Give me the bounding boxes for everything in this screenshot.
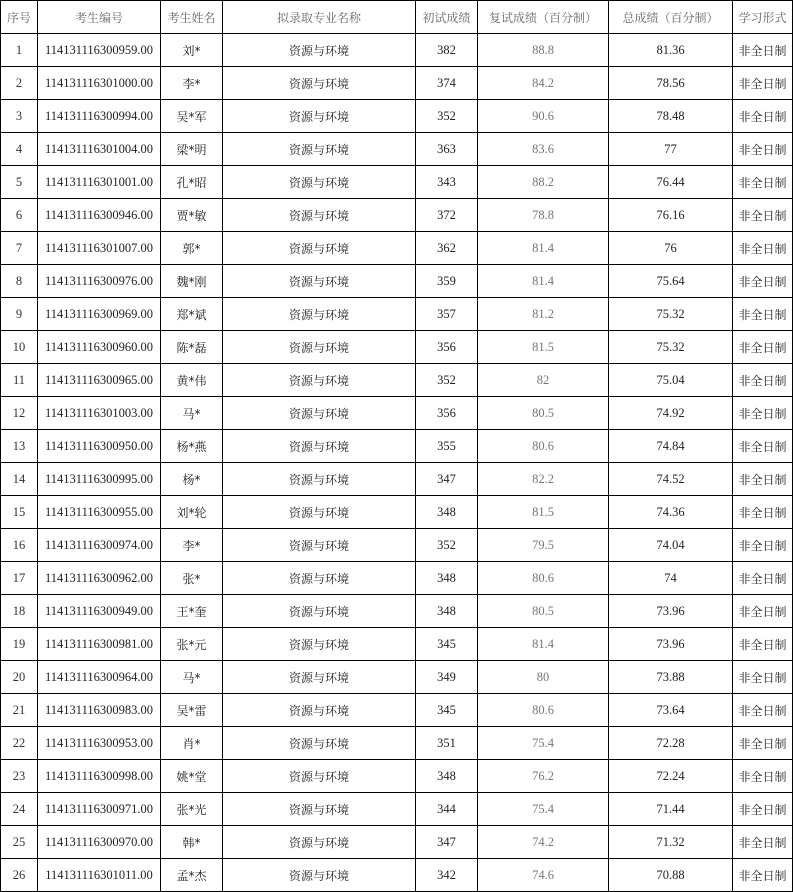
cell-study-mode: 非全日制 [733, 826, 793, 859]
cell-total-score: 81.36 [609, 34, 733, 67]
cell-retest-score: 81.4 [478, 265, 609, 298]
cell-retest-score: 84.2 [478, 67, 609, 100]
cell-retest-score: 80 [478, 661, 609, 694]
cell-study-mode: 非全日制 [733, 166, 793, 199]
cell-major-name: 资源与环境 [223, 34, 416, 67]
table-row [1, 331, 793, 364]
cell-study-mode: 非全日制 [733, 298, 793, 331]
cell-serial-number: 1 [1, 34, 38, 67]
cell-candidate-name: 陈*磊 [161, 331, 223, 364]
cell-major-name: 资源与环境 [223, 595, 416, 628]
cell-retest-score: 81.4 [478, 628, 609, 661]
header-retest-score: 复试成绩（百分制） [478, 1, 609, 34]
cell-initial-score: 342 [416, 859, 478, 892]
cell-initial-score: 356 [416, 397, 478, 430]
table-row [1, 166, 793, 199]
cell-study-mode: 非全日制 [733, 760, 793, 793]
cell-total-score: 73.88 [609, 661, 733, 694]
table-row [1, 793, 793, 826]
cell-serial-number: 5 [1, 166, 38, 199]
cell-total-score: 71.32 [609, 826, 733, 859]
table-row [1, 430, 793, 463]
cell-total-score: 76.16 [609, 199, 733, 232]
cell-study-mode: 非全日制 [733, 430, 793, 463]
cell-initial-score: 363 [416, 133, 478, 166]
table-row [1, 463, 793, 496]
cell-major-name: 资源与环境 [223, 67, 416, 100]
table-row [1, 199, 793, 232]
cell-study-mode: 非全日制 [733, 859, 793, 892]
cell-total-score: 74.36 [609, 496, 733, 529]
cell-candidate-id: 114131116300998.00 [38, 760, 161, 793]
cell-serial-number: 11 [1, 364, 38, 397]
cell-major-name: 资源与环境 [223, 661, 416, 694]
table-row [1, 562, 793, 595]
table-row [1, 265, 793, 298]
cell-candidate-name: 贾*敏 [161, 199, 223, 232]
cell-initial-score: 343 [416, 166, 478, 199]
cell-retest-score: 76.2 [478, 760, 609, 793]
cell-serial-number: 21 [1, 694, 38, 727]
cell-initial-score: 345 [416, 694, 478, 727]
cell-candidate-name: 马* [161, 661, 223, 694]
cell-candidate-name: 梁*明 [161, 133, 223, 166]
cell-serial-number: 18 [1, 595, 38, 628]
cell-serial-number: 14 [1, 463, 38, 496]
cell-candidate-id: 114131116301000.00 [38, 67, 161, 100]
table-header [1, 1, 793, 34]
cell-serial-number: 10 [1, 331, 38, 364]
table-row [1, 496, 793, 529]
cell-candidate-name: 郭* [161, 232, 223, 265]
cell-retest-score: 80.6 [478, 430, 609, 463]
header-study-mode: 学习形式 [733, 1, 793, 34]
cell-retest-score: 74.6 [478, 859, 609, 892]
cell-candidate-name: 刘* [161, 34, 223, 67]
cell-total-score: 75.32 [609, 331, 733, 364]
cell-candidate-name: 张*元 [161, 628, 223, 661]
cell-candidate-name: 吴*军 [161, 100, 223, 133]
cell-retest-score: 74.2 [478, 826, 609, 859]
cell-candidate-name: 姚*堂 [161, 760, 223, 793]
cell-candidate-id: 114131116300965.00 [38, 364, 161, 397]
cell-study-mode: 非全日制 [733, 694, 793, 727]
cell-total-score: 71.44 [609, 793, 733, 826]
cell-study-mode: 非全日制 [733, 793, 793, 826]
cell-initial-score: 344 [416, 793, 478, 826]
cell-candidate-id: 114131116301007.00 [38, 232, 161, 265]
cell-study-mode: 非全日制 [733, 496, 793, 529]
cell-major-name: 资源与环境 [223, 760, 416, 793]
cell-candidate-id: 114131116300974.00 [38, 529, 161, 562]
cell-study-mode: 非全日制 [733, 265, 793, 298]
cell-candidate-id: 114131116300971.00 [38, 793, 161, 826]
table-row [1, 727, 793, 760]
cell-study-mode: 非全日制 [733, 595, 793, 628]
cell-total-score: 78.56 [609, 67, 733, 100]
cell-serial-number: 15 [1, 496, 38, 529]
cell-candidate-id: 114131116300949.00 [38, 595, 161, 628]
cell-candidate-id: 114131116300995.00 [38, 463, 161, 496]
cell-serial-number: 7 [1, 232, 38, 265]
cell-candidate-id: 114131116300955.00 [38, 496, 161, 529]
cell-candidate-name: 肖* [161, 727, 223, 760]
table-row [1, 364, 793, 397]
cell-serial-number: 8 [1, 265, 38, 298]
cell-total-score: 74.04 [609, 529, 733, 562]
cell-major-name: 资源与环境 [223, 331, 416, 364]
cell-candidate-name: 李* [161, 67, 223, 100]
cell-serial-number: 13 [1, 430, 38, 463]
cell-total-score: 74.84 [609, 430, 733, 463]
table-row [1, 628, 793, 661]
cell-candidate-name: 孟*杰 [161, 859, 223, 892]
cell-initial-score: 345 [416, 628, 478, 661]
cell-initial-score: 372 [416, 199, 478, 232]
cell-retest-score: 81.5 [478, 331, 609, 364]
cell-retest-score: 80.6 [478, 694, 609, 727]
cell-candidate-name: 王*奎 [161, 595, 223, 628]
header-total-score: 总成绩（百分制） [609, 1, 733, 34]
cell-major-name: 资源与环境 [223, 430, 416, 463]
table-body [1, 34, 793, 892]
cell-serial-number: 12 [1, 397, 38, 430]
cell-total-score: 76.44 [609, 166, 733, 199]
cell-candidate-name: 吴*雷 [161, 694, 223, 727]
cell-candidate-name: 魏*刚 [161, 265, 223, 298]
cell-total-score: 74.92 [609, 397, 733, 430]
cell-retest-score: 81.4 [478, 232, 609, 265]
cell-initial-score: 374 [416, 67, 478, 100]
table-row [1, 100, 793, 133]
cell-initial-score: 352 [416, 364, 478, 397]
cell-major-name: 资源与环境 [223, 298, 416, 331]
cell-total-score: 75.64 [609, 265, 733, 298]
cell-serial-number: 16 [1, 529, 38, 562]
cell-serial-number: 19 [1, 628, 38, 661]
cell-total-score: 73.96 [609, 595, 733, 628]
cell-serial-number: 24 [1, 793, 38, 826]
cell-retest-score: 88.2 [478, 166, 609, 199]
cell-retest-score: 81.2 [478, 298, 609, 331]
cell-candidate-id: 114131116301001.00 [38, 166, 161, 199]
cell-major-name: 资源与环境 [223, 265, 416, 298]
table-row [1, 859, 793, 892]
cell-initial-score: 359 [416, 265, 478, 298]
cell-candidate-name: 郑*斌 [161, 298, 223, 331]
cell-major-name: 资源与环境 [223, 133, 416, 166]
cell-study-mode: 非全日制 [733, 562, 793, 595]
table-row [1, 595, 793, 628]
cell-initial-score: 362 [416, 232, 478, 265]
cell-major-name: 资源与环境 [223, 562, 416, 595]
header-major-name: 拟录取专业名称 [223, 1, 416, 34]
cell-candidate-id: 114131116300946.00 [38, 199, 161, 232]
cell-retest-score: 79.5 [478, 529, 609, 562]
header-row [1, 1, 793, 34]
cell-serial-number: 3 [1, 100, 38, 133]
cell-major-name: 资源与环境 [223, 727, 416, 760]
cell-major-name: 资源与环境 [223, 694, 416, 727]
cell-candidate-id: 114131116300970.00 [38, 826, 161, 859]
cell-serial-number: 25 [1, 826, 38, 859]
cell-total-score: 72.28 [609, 727, 733, 760]
cell-total-score: 74 [609, 562, 733, 595]
cell-study-mode: 非全日制 [733, 364, 793, 397]
table-row [1, 298, 793, 331]
table-row [1, 34, 793, 67]
header-candidate-id: 考生编号 [38, 1, 161, 34]
cell-major-name: 资源与环境 [223, 529, 416, 562]
cell-serial-number: 9 [1, 298, 38, 331]
cell-major-name: 资源与环境 [223, 463, 416, 496]
cell-total-score: 73.96 [609, 628, 733, 661]
table-row [1, 760, 793, 793]
cell-candidate-name: 韩* [161, 826, 223, 859]
cell-candidate-name: 孔*昭 [161, 166, 223, 199]
cell-serial-number: 6 [1, 199, 38, 232]
header-serial-number: 序号 [1, 1, 38, 34]
cell-candidate-id: 114131116300962.00 [38, 562, 161, 595]
cell-total-score: 73.64 [609, 694, 733, 727]
cell-candidate-id: 114131116300969.00 [38, 298, 161, 331]
cell-candidate-name: 张* [161, 562, 223, 595]
cell-initial-score: 352 [416, 529, 478, 562]
cell-candidate-id: 114131116300964.00 [38, 661, 161, 694]
cell-candidate-id: 114131116301004.00 [38, 133, 161, 166]
cell-candidate-id: 114131116300981.00 [38, 628, 161, 661]
cell-study-mode: 非全日制 [733, 463, 793, 496]
cell-candidate-name: 马* [161, 397, 223, 430]
cell-retest-score: 82.2 [478, 463, 609, 496]
cell-total-score: 72.24 [609, 760, 733, 793]
cell-retest-score: 80.6 [478, 562, 609, 595]
cell-major-name: 资源与环境 [223, 859, 416, 892]
cell-serial-number: 22 [1, 727, 38, 760]
cell-major-name: 资源与环境 [223, 496, 416, 529]
cell-initial-score: 382 [416, 34, 478, 67]
cell-candidate-name: 张*光 [161, 793, 223, 826]
cell-candidate-id: 114131116301011.00 [38, 859, 161, 892]
cell-study-mode: 非全日制 [733, 331, 793, 364]
cell-initial-score: 348 [416, 595, 478, 628]
cell-retest-score: 80.5 [478, 397, 609, 430]
cell-study-mode: 非全日制 [733, 34, 793, 67]
cell-study-mode: 非全日制 [733, 727, 793, 760]
cell-candidate-id: 114131116300976.00 [38, 265, 161, 298]
cell-serial-number: 17 [1, 562, 38, 595]
cell-total-score: 76 [609, 232, 733, 265]
cell-candidate-id: 114131116301003.00 [38, 397, 161, 430]
cell-retest-score: 88.8 [478, 34, 609, 67]
cell-initial-score: 351 [416, 727, 478, 760]
cell-major-name: 资源与环境 [223, 199, 416, 232]
cell-candidate-name: 杨*燕 [161, 430, 223, 463]
cell-candidate-name: 刘*轮 [161, 496, 223, 529]
cell-study-mode: 非全日制 [733, 628, 793, 661]
cell-retest-score: 81.5 [478, 496, 609, 529]
cell-candidate-id: 114131116300950.00 [38, 430, 161, 463]
cell-retest-score: 78.8 [478, 199, 609, 232]
cell-initial-score: 352 [416, 100, 478, 133]
table-row [1, 826, 793, 859]
table-row [1, 694, 793, 727]
cell-study-mode: 非全日制 [733, 133, 793, 166]
cell-major-name: 资源与环境 [223, 826, 416, 859]
cell-candidate-name: 李* [161, 529, 223, 562]
cell-major-name: 资源与环境 [223, 364, 416, 397]
table-row [1, 67, 793, 100]
cell-total-score: 70.88 [609, 859, 733, 892]
cell-study-mode: 非全日制 [733, 100, 793, 133]
cell-study-mode: 非全日制 [733, 67, 793, 100]
cell-serial-number: 2 [1, 67, 38, 100]
cell-total-score: 74.52 [609, 463, 733, 496]
cell-retest-score: 80.5 [478, 595, 609, 628]
cell-candidate-name: 杨* [161, 463, 223, 496]
cell-candidate-id: 114131116300983.00 [38, 694, 161, 727]
table-row [1, 661, 793, 694]
cell-study-mode: 非全日制 [733, 529, 793, 562]
cell-serial-number: 26 [1, 859, 38, 892]
cell-candidate-id: 114131116300994.00 [38, 100, 161, 133]
cell-candidate-name: 黄*伟 [161, 364, 223, 397]
cell-initial-score: 357 [416, 298, 478, 331]
cell-major-name: 资源与环境 [223, 397, 416, 430]
cell-major-name: 资源与环境 [223, 166, 416, 199]
cell-retest-score: 90.6 [478, 100, 609, 133]
header-candidate-name: 考生姓名 [161, 1, 223, 34]
cell-study-mode: 非全日制 [733, 232, 793, 265]
cell-major-name: 资源与环境 [223, 628, 416, 661]
cell-initial-score: 347 [416, 826, 478, 859]
cell-initial-score: 348 [416, 562, 478, 595]
cell-initial-score: 348 [416, 760, 478, 793]
table-row [1, 397, 793, 430]
cell-total-score: 75.04 [609, 364, 733, 397]
table-row [1, 529, 793, 562]
cell-total-score: 75.32 [609, 298, 733, 331]
cell-initial-score: 349 [416, 661, 478, 694]
cell-retest-score: 82 [478, 364, 609, 397]
cell-major-name: 资源与环境 [223, 232, 416, 265]
cell-total-score: 77 [609, 133, 733, 166]
cell-initial-score: 355 [416, 430, 478, 463]
cell-initial-score: 347 [416, 463, 478, 496]
cell-study-mode: 非全日制 [733, 661, 793, 694]
cell-initial-score: 356 [416, 331, 478, 364]
cell-major-name: 资源与环境 [223, 793, 416, 826]
cell-retest-score: 75.4 [478, 793, 609, 826]
cell-study-mode: 非全日制 [733, 199, 793, 232]
cell-serial-number: 20 [1, 661, 38, 694]
cell-total-score: 78.48 [609, 100, 733, 133]
cell-initial-score: 348 [416, 496, 478, 529]
table-row [1, 232, 793, 265]
table-row [1, 133, 793, 166]
cell-candidate-id: 114131116300959.00 [38, 34, 161, 67]
cell-serial-number: 4 [1, 133, 38, 166]
cell-study-mode: 非全日制 [733, 397, 793, 430]
header-initial-score: 初试成绩 [416, 1, 478, 34]
cell-retest-score: 75.4 [478, 727, 609, 760]
cell-candidate-id: 114131116300960.00 [38, 331, 161, 364]
cell-serial-number: 23 [1, 760, 38, 793]
cell-candidate-id: 114131116300953.00 [38, 727, 161, 760]
cell-retest-score: 83.6 [478, 133, 609, 166]
cell-major-name: 资源与环境 [223, 100, 416, 133]
